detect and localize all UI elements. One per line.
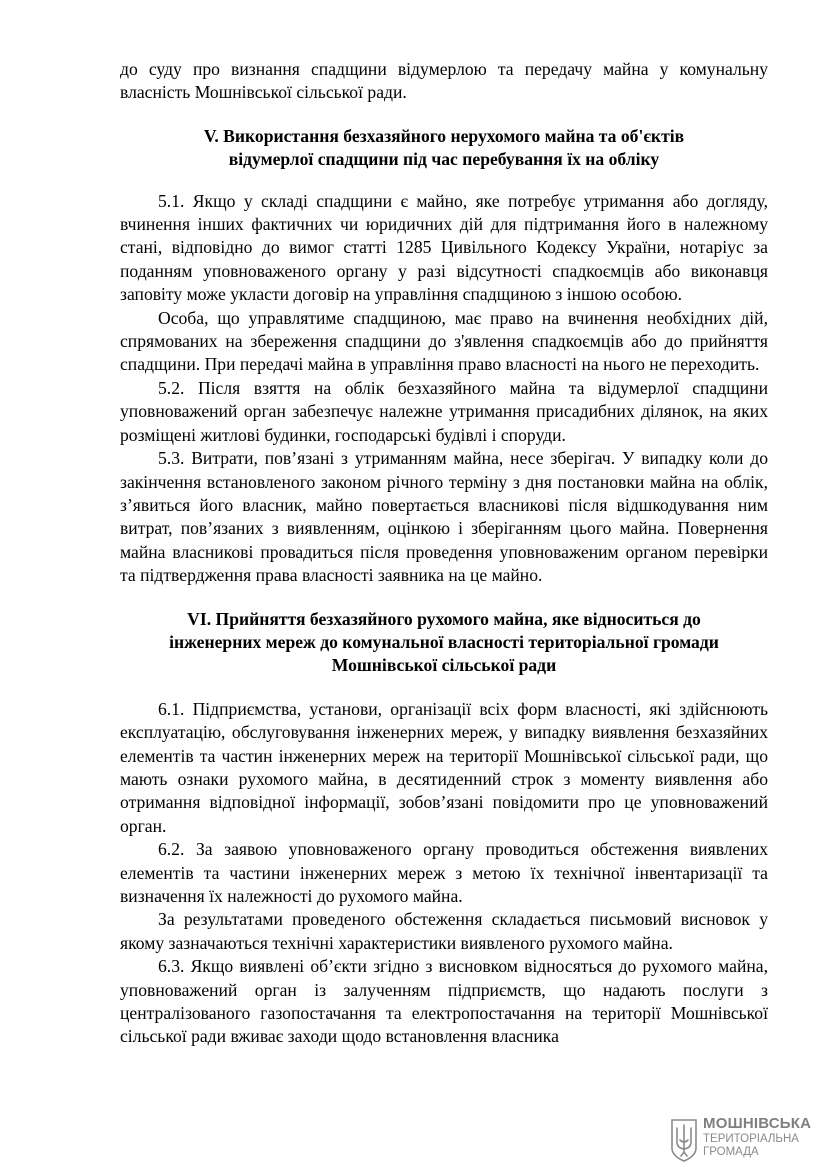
paragraph-5-3: 5.3. Витрати, пов’язані з утриманням майна, несе зберігач. У випадку коли до закінчення встановленого законом річного терміну з дня постановки майна на облік, з’явиться його власник, майно повертається власникові після відшкодування ним витрат, пов’язаних з виявленням, оцінкою і зберіганням цього майна. Повернення майна власникові провадиться після проведення уповноваженим органом перевірки та підтвердження права власності заявника на це майно. (120, 448, 768, 586)
paragraph-6-2-continued: За результатами проведеного обстеження складається письмовий висновок у якому зазначаються технічні характеристики виявленого рухомого майна. (120, 909, 768, 953)
section-5-heading (120, 125, 768, 172)
paragraph-6-2: 6.2. За заявою уповноваженого органу проводиться обстеження виявлених елементів та частини інженерних мереж з метою їх технічної інвентаризації та визначення їх належності до рухомого майна. (120, 839, 768, 906)
section-6-heading-line-3: Мошнівської сільської ради (331, 655, 557, 676)
intro-paragraph: до суду про визнання спадщини відумерлою та передачу майна у комунальну власність Мошнівської сільської ради. (120, 59, 768, 103)
section-5-heading-line-1: V. Використання безхазяйного нерухомого майна та об'єктів (203, 125, 685, 146)
logo-subtitle-line-1: ТЕРИТОРІАЛЬНА (703, 1133, 799, 1145)
paragraph-5-2: 5.2. Після взяття на облік безхазяйного майна та відумерлої спадщини уповноважений орган забезпечує належне утримання присадибних ділянок, на яких розміщені житлові будинки, господарські будівлі і споруди. (120, 377, 768, 445)
section-5-heading-line-2: відумерлої спадщини під час перебування їх на обліку (228, 149, 660, 170)
paragraph-6-1: 6.1. Підприємства, установи, організації всіх форм власності, які здійснюють експлуатацію, обслуговування інженерних мереж, у випадку виявлення безхазяйних елементів та частин інженерних мереж на території Мошнівської сільської ради, що мають ознаки рухомого майна, в десятиденний строк з моменту виявлення або отримання відповідної інформації, зобов’язані повідомити про це уповноважений орган. (120, 698, 768, 836)
section-6-heading-line-1: VI. Прийняття безхазяйного рухомого майна, яке відноситься до (187, 608, 701, 629)
paragraph-5-1-continued: Особа, що управлятиме спадщиною, має право на вчинення необхідних дій, спрямованих на збереження спадщини до з'явлення спадкоємців або до прийняття спадщини. При передачі майна в управління право власності на нього не переходить. (120, 307, 768, 375)
logo-subtitle-line-2: ГРОМАДА (703, 1146, 759, 1158)
paragraph-6-3: 6.3. Якщо виявлені об’єкти згідно з висновком відносяться до рухомого майна, уповноважений орган із залученням підприємств, що надають послуги з централізованого газопостачання та електропостачання на території Мошнівської сільської ради вживає заходи щодо встановлення власника (120, 956, 768, 1047)
community-logo (670, 1116, 820, 1164)
trident-coat-of-arms-icon (670, 1118, 698, 1162)
logo-title: МОШНІВСЬКА (703, 1115, 812, 1132)
section-6-heading (120, 608, 768, 678)
paragraph-5-1: 5.1. Якщо у складі спадщини є майно, яке потребує утримання або догляду, вчинення інших фактичних чи юридичних дій для підтримання його в належному стані, відповідно до вимог статті 1285 Цивільного Кодексу України, нотаріус за поданням уповноваженого органу у разі відсутності спадкоємців або виконавця заповіту може укласти договір на управління спадщиною з іншою особою. (120, 190, 768, 305)
section-6-heading-line-2: інженерних мереж до комунальної власності територіальної громади (169, 631, 719, 652)
document-page (120, 58, 768, 1049)
